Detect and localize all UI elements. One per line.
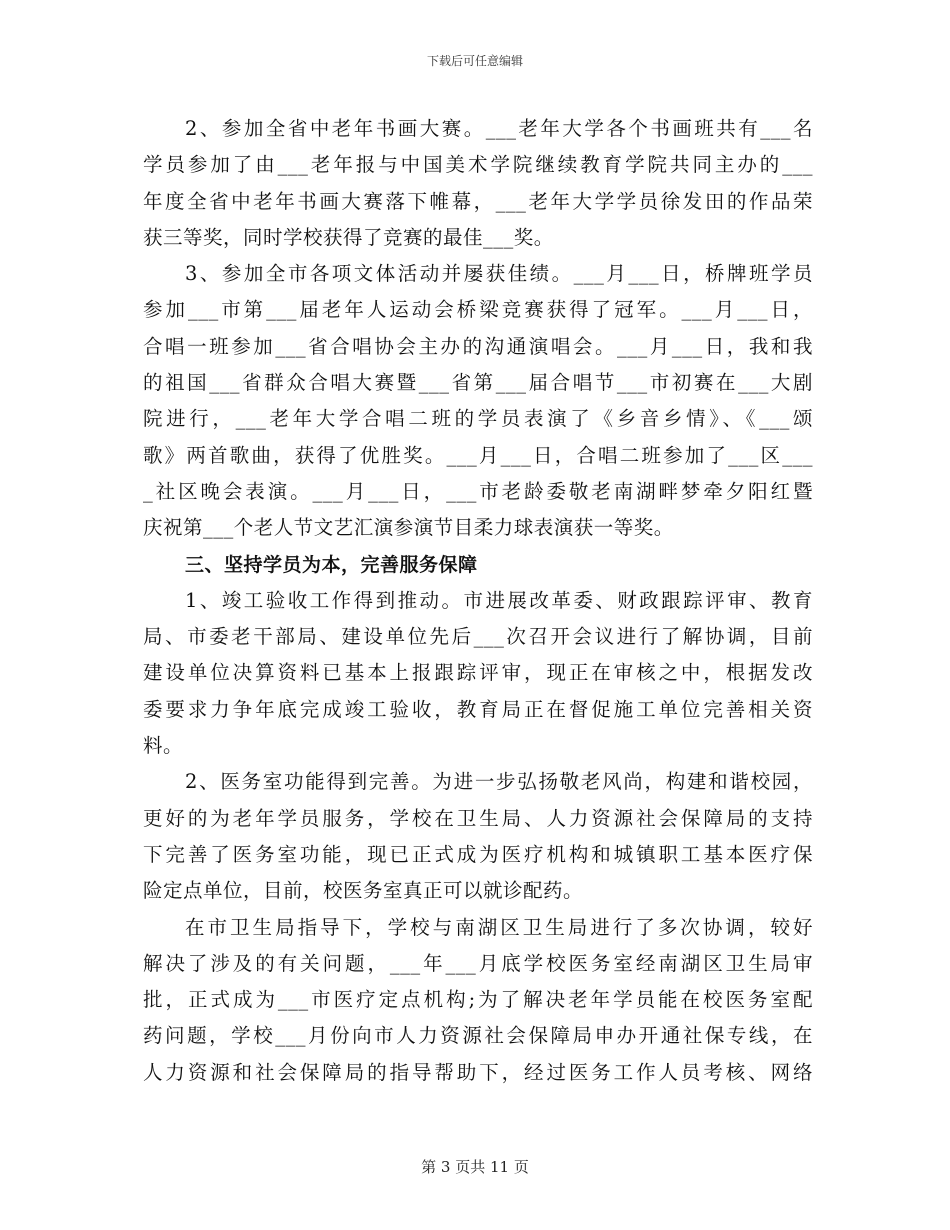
text-line: 学员参加了由___老年报与中国美术学院继续教育学院共同主办的___ <box>143 153 813 177</box>
text-line: 解决了涉及的有关问题，___年___月底学校医务室经南湖区卫生局审 <box>143 951 813 975</box>
text-line: 下完善了医务室功能，现已正式成为医疗机构和城镇职工基本医疗保 <box>143 842 813 866</box>
text-line: 年度全省中老年书画大赛落下帷幕，___老年大学学员徐发田的作品荣 <box>143 189 813 213</box>
text-line: 3、参加全市各项文体活动并屡获佳绩。___月___日，桥牌班学员 <box>185 262 813 286</box>
text-line: 人力资源和社会保障局的指导帮助下，经过医务工作人员考核、网络 <box>143 1060 813 1084</box>
text-line: 庆祝第___个老人节文艺汇演参演节目柔力球表演获一等奖。 <box>143 516 674 540</box>
text-line: 的祖国___省群众合唱大赛暨___省第___届合唱节___市初赛在___大剧 <box>143 371 813 395</box>
text-line: 院进行，___老年大学合唱二班的学员表演了《乡音乡情》、《___颂 <box>143 407 813 431</box>
text-line: 批，正式成为___市医疗定点机构;为了解决老年学员能在校医务室配 <box>143 988 813 1012</box>
text-line: 险定点单位，目前，校医务室真正可以就诊配药。 <box>143 879 584 903</box>
text-line: 局、市委老干部局、建设单位先后___次召开会议进行了解协调，目前 <box>143 625 813 649</box>
document-body <box>143 111 813 1091</box>
text-line: 歌》两首歌曲，获得了优胜奖。___月___日，合唱二班参加了___区___ <box>143 443 813 467</box>
text-line: 在市卫生局指导下，学校与南湖区卫生局进行了多次协调，较好 <box>185 915 813 939</box>
text-line: 参加___市第___届老年人运动会桥梁竞赛获得了冠军。___月___日， <box>143 298 813 322</box>
text-line: 2、医务室功能得到完善。为进一步弘扬敬老风尚，构建和谐校园， <box>185 770 813 794</box>
text-line: 料。 <box>143 734 184 758</box>
text-line: 合唱一班参加___省合唱协会主办的沟通演唱会。___月___日，我和我 <box>143 334 813 358</box>
text-line: _社区晚会表演。___月___日，___市老龄委敬老南湖畔梦牵夕阳红暨 <box>143 479 813 503</box>
text-line: 更好的为老年学员服务，学校在卫生局、人力资源社会保障局的支持 <box>143 806 813 830</box>
text-line: 药问题，学校___月份向市人力资源社会保障局申办开通社保专线，在 <box>143 1024 813 1048</box>
text-line: 1、竣工验收工作得到推动。市进展改革委、财政跟踪评审、教育 <box>185 588 813 612</box>
section-heading: 三、坚持学员为本，完善服务保障 <box>185 553 478 576</box>
page-header: 下载后可任意编辑 <box>426 54 523 68</box>
text-line: 2、参加全省中老年书画大赛。___老年大学各个书画班共有___名 <box>185 117 813 140</box>
page-number: 第 3 页共 11 页 <box>421 1158 529 1176</box>
text-line: 建设单位决算资料已基本上报跟踪评审，现正在审核之中，根据发改 <box>143 661 813 685</box>
text-line: 获三等奖，同时学校获得了竞赛的最佳___奖。 <box>143 225 554 249</box>
text-line: 委要求力争年底完成竣工验收，教育局正在督促施工单位完善相关资 <box>143 697 813 721</box>
